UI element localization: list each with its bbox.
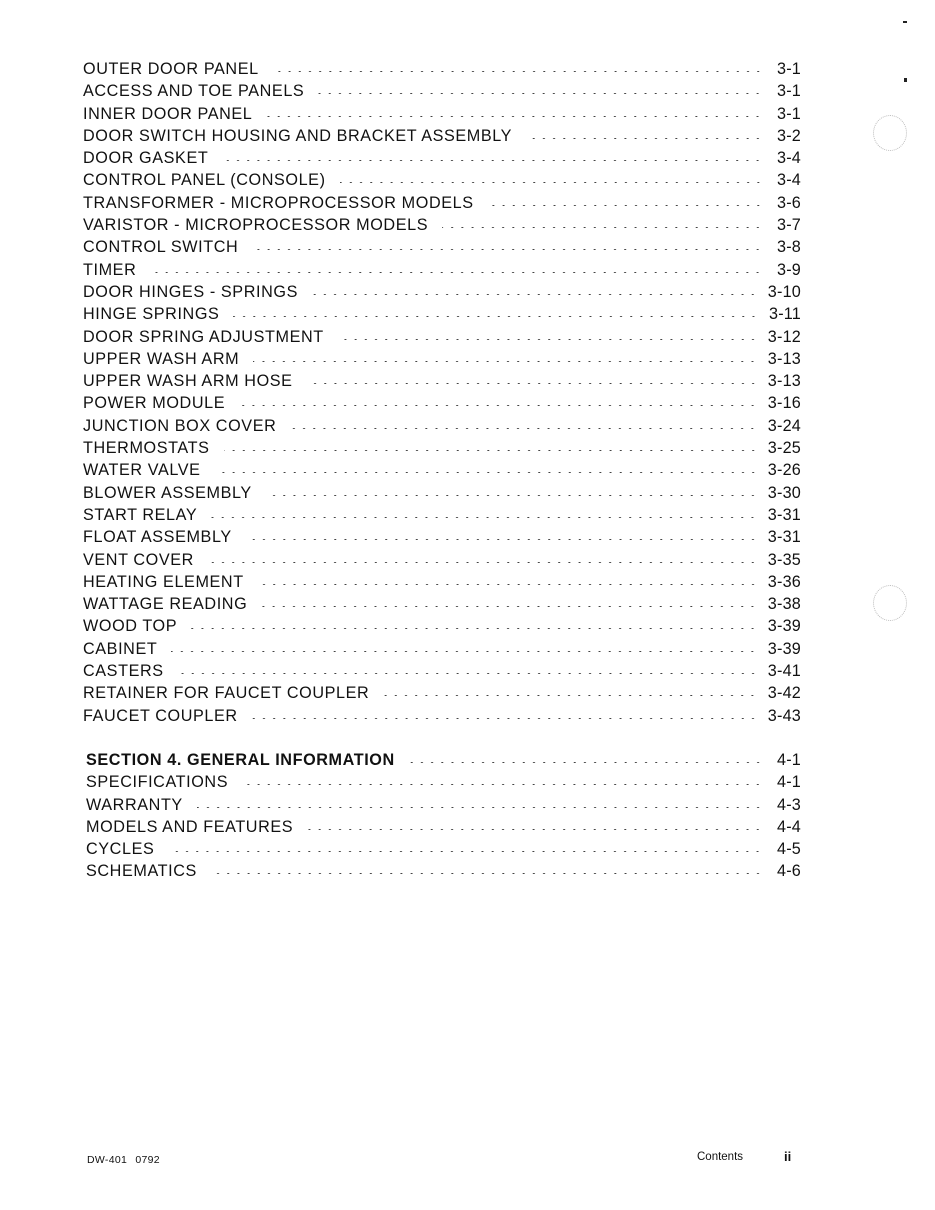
toc-entry[interactable] [83, 305, 801, 327]
toc-entry[interactable] [83, 662, 801, 684]
dot-leader [197, 807, 763, 808]
doc-code: DW-401 [87, 1154, 128, 1166]
toc-entry-label: DOOR GASKET [83, 149, 209, 168]
toc-entry-page: 4-4 [777, 817, 801, 836]
toc-entry-page: 3-16 [767, 394, 801, 413]
toc-entry-label: HEATING ELEMENT [83, 572, 244, 591]
toc-entry-label: DOOR HINGES - SPRINGS [83, 282, 298, 301]
dot-leader [246, 539, 758, 540]
toc-entry-label: WOOD TOP [83, 617, 178, 636]
toc-entry-page: 3-10 [767, 282, 801, 301]
dot-leader [307, 829, 763, 830]
scan-punch-hole-mark [873, 115, 907, 151]
dot-leader [222, 160, 763, 161]
dot-leader [150, 272, 763, 273]
dot-leader [526, 138, 763, 139]
toc-entry[interactable] [83, 82, 801, 104]
toc-entry-page: 3-43 [767, 706, 801, 725]
toc-entry-label: POWER MODULE [83, 394, 226, 413]
dot-leader [178, 673, 758, 674]
dot-leader [253, 361, 758, 362]
toc-entry[interactable] [86, 796, 801, 818]
toc-entry[interactable] [83, 350, 801, 372]
toc-entry-label: CONTROL PANEL (CONSOLE) [83, 171, 326, 190]
toc-entry[interactable] [83, 551, 801, 573]
toc-entry[interactable] [83, 573, 801, 595]
doc-date: 0792 [135, 1154, 160, 1166]
toc-entry[interactable] [83, 127, 801, 149]
toc-entry[interactable] [83, 439, 801, 461]
dot-leader [261, 606, 758, 607]
dot-leader [191, 628, 758, 629]
dot-leader [211, 873, 763, 874]
toc-entry-label: DOOR SWITCH HOUSING AND BRACKET ASSEMBLY [83, 126, 513, 145]
toc-entry-label: FAUCET COUPLER [83, 706, 238, 725]
toc-entry-label: START RELAY [83, 505, 198, 524]
dot-leader [252, 249, 763, 250]
dot-leader [258, 584, 758, 585]
toc-section-heading[interactable] [86, 751, 801, 773]
toc-entry[interactable] [83, 707, 801, 729]
toc-entry-page: 3-1 [777, 60, 801, 78]
toc-section-3 [83, 60, 801, 729]
toc-entry-page: 3-25 [767, 439, 801, 458]
toc-entry[interactable] [83, 394, 801, 416]
toc-entry-label: RETAINER FOR FAUCET COUPLER [83, 684, 370, 703]
toc-entry-page: 3-1 [777, 104, 801, 123]
toc-entry[interactable] [86, 862, 801, 884]
toc-entry-page: 3-4 [777, 171, 801, 190]
dot-leader [239, 405, 758, 406]
toc-entry-label: WATTAGE READING [83, 595, 248, 614]
toc-entry-label: ACCESS AND TOE PANELS [83, 82, 305, 101]
toc-entry-page: 4-1 [777, 773, 801, 792]
toc-entry-page: 4-5 [777, 840, 801, 859]
toc-entry-label: TRANSFORMER - MICROPROCESSOR MODELS [83, 193, 474, 212]
scan-speck [903, 21, 907, 23]
toc-entry-page: 3-9 [777, 260, 801, 279]
dot-leader [266, 495, 758, 496]
toc-entry-label: SPECIFICATIONS [86, 773, 229, 792]
dot-leader [168, 851, 763, 852]
dot-leader [273, 71, 763, 72]
dot-leader [442, 227, 763, 228]
toc-entry-label: CASTERS [83, 662, 164, 681]
dot-leader [171, 651, 757, 652]
dot-leader [340, 182, 763, 183]
dot-leader [307, 383, 758, 384]
toc-entry[interactable] [83, 595, 801, 617]
toc-entry[interactable] [83, 506, 801, 528]
toc-entry-label: WATER VALVE [83, 461, 201, 480]
toc-entry-label: CYCLES [86, 840, 155, 859]
toc-entry-label: BLOWER ASSEMBLY [83, 483, 252, 502]
toc-entry[interactable] [83, 617, 801, 639]
toc-entry-label: VENT COVER [83, 550, 194, 569]
toc-entry-label: OUTER DOOR PANEL [83, 60, 259, 78]
toc-entry[interactable] [83, 60, 801, 82]
toc-entry-label: HINGE SPRINGS [83, 305, 220, 324]
dot-leader [233, 316, 759, 317]
toc-entry[interactable] [83, 528, 801, 550]
toc-entry-page: 3-26 [767, 461, 801, 480]
toc-entry-page: 3-35 [767, 550, 801, 569]
toc-entry[interactable] [83, 283, 801, 305]
toc-entry-page: 3-13 [767, 349, 801, 368]
toc-entry[interactable] [83, 417, 801, 439]
toc-entry-page: 3-6 [777, 193, 801, 212]
toc-entry-label: SECTION 4. GENERAL INFORMATION [86, 751, 395, 769]
toc-entry-page: 3-11 [769, 305, 801, 324]
toc-entry[interactable] [83, 484, 801, 506]
toc-entry[interactable] [83, 171, 801, 193]
toc-entry[interactable] [86, 818, 801, 840]
toc-entry-page: 3-7 [777, 216, 801, 235]
toc-entry-label: CONTROL SWITCH [83, 238, 239, 257]
toc-entry[interactable] [86, 773, 801, 795]
toc-entry-page: 3-2 [777, 126, 801, 145]
toc-entry[interactable] [83, 216, 801, 238]
dot-leader [338, 339, 758, 340]
dot-leader [252, 718, 758, 719]
toc-entry-page: 3-39 [767, 639, 801, 658]
toc-entry-page: 3-30 [767, 483, 801, 502]
toc-entry[interactable] [83, 105, 801, 127]
toc-entry-page: 4-3 [777, 795, 801, 814]
document-code [87, 1154, 165, 1166]
toc-entry-page: 4-1 [777, 751, 801, 769]
toc-entry-page: 3-4 [777, 149, 801, 168]
toc-entry-label: CABINET [83, 639, 158, 658]
dot-leader [409, 762, 763, 763]
dot-leader [266, 116, 763, 117]
toc-entry[interactable] [83, 328, 801, 350]
toc-entry-page: 3-31 [767, 505, 801, 524]
dot-leader [290, 428, 757, 429]
toc-entry-label: INNER DOOR PANEL [83, 104, 253, 123]
toc-section-4 [86, 751, 801, 885]
toc-entry-page: 3-13 [767, 372, 801, 391]
toc-entry-page: 3-12 [767, 327, 801, 346]
footer-page-number: ii [784, 1149, 792, 1164]
toc-entry[interactable] [83, 684, 801, 706]
toc-entry[interactable] [83, 372, 801, 394]
toc-entry-page: 3-31 [767, 528, 801, 547]
toc-entry-label: TIMER [83, 260, 137, 279]
toc-entry-page: 3-36 [767, 572, 801, 591]
toc-entry-page: 4-6 [777, 862, 801, 881]
toc-entry-page: 3-1 [777, 82, 801, 101]
dot-leader [211, 517, 758, 518]
toc-entry[interactable] [83, 640, 801, 662]
toc-entry[interactable] [86, 840, 801, 862]
dot-leader [383, 695, 757, 696]
toc-entry-page: 3-42 [767, 684, 801, 703]
dot-leader [208, 562, 758, 563]
toc-entry-label: DOOR SPRING ADJUSTMENT [83, 327, 324, 346]
footer-section-label: Contents [697, 1151, 744, 1163]
toc-entry-page: 3-38 [767, 595, 801, 614]
toc-entry-label: JUNCTION BOX COVER [83, 416, 277, 435]
dot-leader [318, 93, 763, 94]
toc-entry-page: 3-41 [767, 662, 801, 681]
scan-speck [904, 78, 907, 82]
toc-entry[interactable] [83, 149, 801, 171]
toc-entry-page: 3-24 [767, 416, 801, 435]
toc-entry-label: SCHEMATICS [86, 862, 197, 881]
toc-entry-label: THERMOSTATS [83, 439, 210, 458]
toc-entry-label: UPPER WASH ARM HOSE [83, 372, 293, 391]
dot-leader [242, 784, 763, 785]
toc-entry[interactable] [83, 261, 801, 283]
toc-entry-label: WARRANTY [86, 795, 183, 814]
toc-entry-label: UPPER WASH ARM [83, 349, 240, 368]
toc-entry-label: VARISTOR - MICROPROCESSOR MODELS [83, 216, 429, 235]
toc-entry-label: MODELS AND FEATURES [86, 817, 294, 836]
dot-leader [224, 450, 758, 451]
toc-entry[interactable] [83, 461, 801, 483]
dot-leader [215, 472, 758, 473]
toc-entry-label: FLOAT ASSEMBLY [83, 528, 232, 547]
toc-entry[interactable] [83, 238, 801, 260]
dot-leader [312, 294, 758, 295]
toc-entry-page: 3-8 [777, 238, 801, 257]
dot-leader [488, 205, 763, 206]
scan-punch-hole-mark [873, 585, 907, 621]
toc-entry[interactable] [83, 194, 801, 216]
toc-entry-page: 3-39 [767, 617, 801, 636]
